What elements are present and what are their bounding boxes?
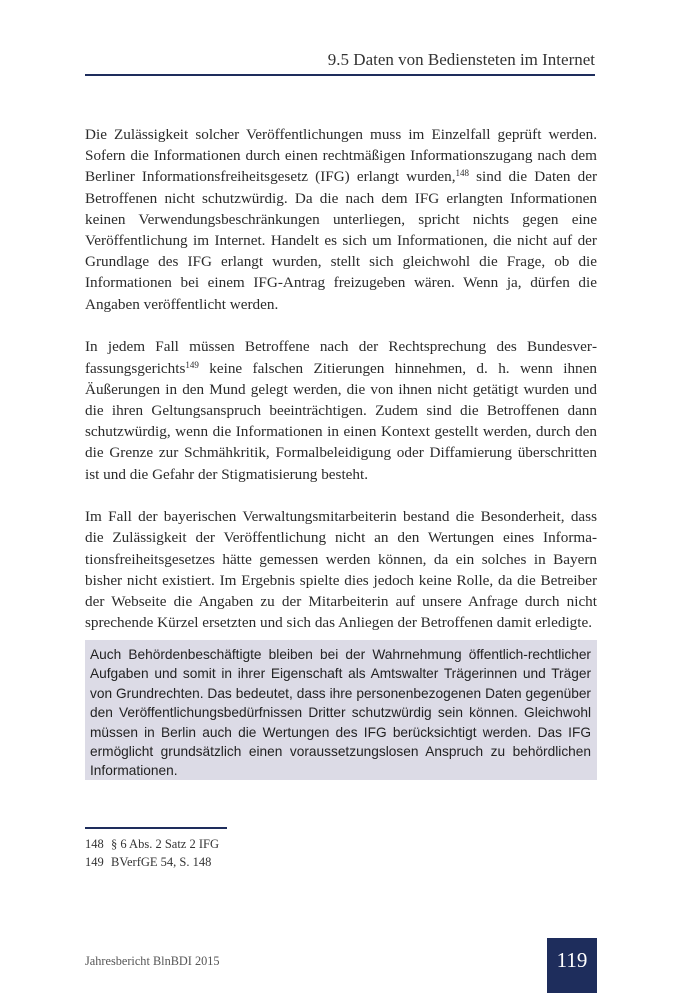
footnote-rule	[85, 827, 227, 829]
header-rule	[85, 74, 595, 76]
footnote-ref-149: 149	[185, 359, 199, 370]
footer-report-title: Jahresbericht BlnBDI 2015	[85, 954, 220, 968]
footnote-148	[85, 836, 219, 854]
summary-box: Auch Behördenbeschäftigte bleiben bei der Wahrnehmung öffentlich-rechtlicher Aufgaben und somit in ihrer Eigenschaft als Amtswalter Trägerinnen und Träger von Grundrechten. Das bedeutet, dass ihre personenbezogenen Daten gegenüber den Veröffentlichungsbedürfnissen Dritter schutzwürdig sein können. Gleichwohl müssen in Berlin auch die Wertungen des IFG berücksichtigt werden. Das IFG ermöglicht grundsätzlich einen voraussetzungslosen Anspruch zu behördlichen Informationen.	[85, 640, 597, 780]
paragraph-1-text-a: Die Zulässigkeit solcher Veröffentlichungen muss im Einzelfall geprüft werden. Sofern die Informationen durch einen rechtmäßigen Informationszugang nach dem Berliner Informationsfreiheitsgesetz (IFG) erlangt wurden,	[85, 126, 597, 186]
footnote-ref-148: 148	[455, 168, 469, 179]
footnote-text: BVerfGE 54, S. 148	[111, 854, 212, 869]
paragraph-2-text-a: In jedem Fall müssen Betroffene nach der Rechtsprechung des Bundesverfassungsgerichts	[85, 338, 597, 377]
running-header-title: 9.5 Daten von Bediensteten im Internet	[327, 50, 595, 69]
page-number-badge	[547, 938, 597, 993]
footnotes	[85, 836, 219, 871]
footnote-number: 149	[85, 854, 104, 869]
footnote-text: § 6 Abs. 2 Satz 2 IFG	[111, 837, 219, 851]
page-number: 119	[556, 948, 588, 972]
paragraph-3: Im Fall der bayerischen Verwaltungsmitarbeiterin bestand die Besonderheit, dass die Zulässigkeit der Veröffentlichung nicht an den Wertungen eines Informationsfreiheitsgesetzes hätte gemessen werden können, da ein solches in Bayern bisher nicht existiert. Im Ergebnis spielte dies jedoch keine Rolle, da die Betreiber der Webseite die Angaben zu der Mitarbeiterin auf unsere Anfrage durch nicht sprechende Kürzel ersetzten und sich das Anliegen der Betroffenen damit erledigte.	[85, 508, 597, 632]
body-text	[85, 124, 597, 655]
paragraph-2-text-b: keine falschen Zitierungen hinnehmen, d. h. wenn ihnen Äußerungen in den Mund gelegt werden, die von ihnen nicht getätigt wurden und die ihren Geltungsanspruch beeinträchtigen. Zudem sind die Betroffenen dann schutzwürdig, wenn die Informationen in einen Kontext gestellt werden, durch den die Grenze zur Schmähkritik, Formalbeleidigung oder Diffamierung überschritten ist und die Gefahr der Stigmatisierung besteht.	[85, 359, 597, 483]
footnote-149	[85, 854, 219, 872]
paragraph-2	[85, 336, 597, 484]
paragraph-1	[85, 124, 597, 315]
footnote-number: 148	[85, 837, 104, 851]
paragraph-1-text-b: sind die Daten der Betroffenen nicht schutzwürdig. Da die nach dem IFG erlangten Informationen keinen Verwendungsbeschränkungen unterliegen, spricht nichts gegen eine Veröffentlichung im Internet. Handelt es sich um Informationen, die nicht auf der Grundlage des IFG erlangt wurden, stellt sich gleichwohl die Frage, ob die Informationen bei einem IFG-Antrag freizugeben wären. Wenn ja, dürfen die Angaben veröffentlicht werden.	[85, 168, 598, 313]
